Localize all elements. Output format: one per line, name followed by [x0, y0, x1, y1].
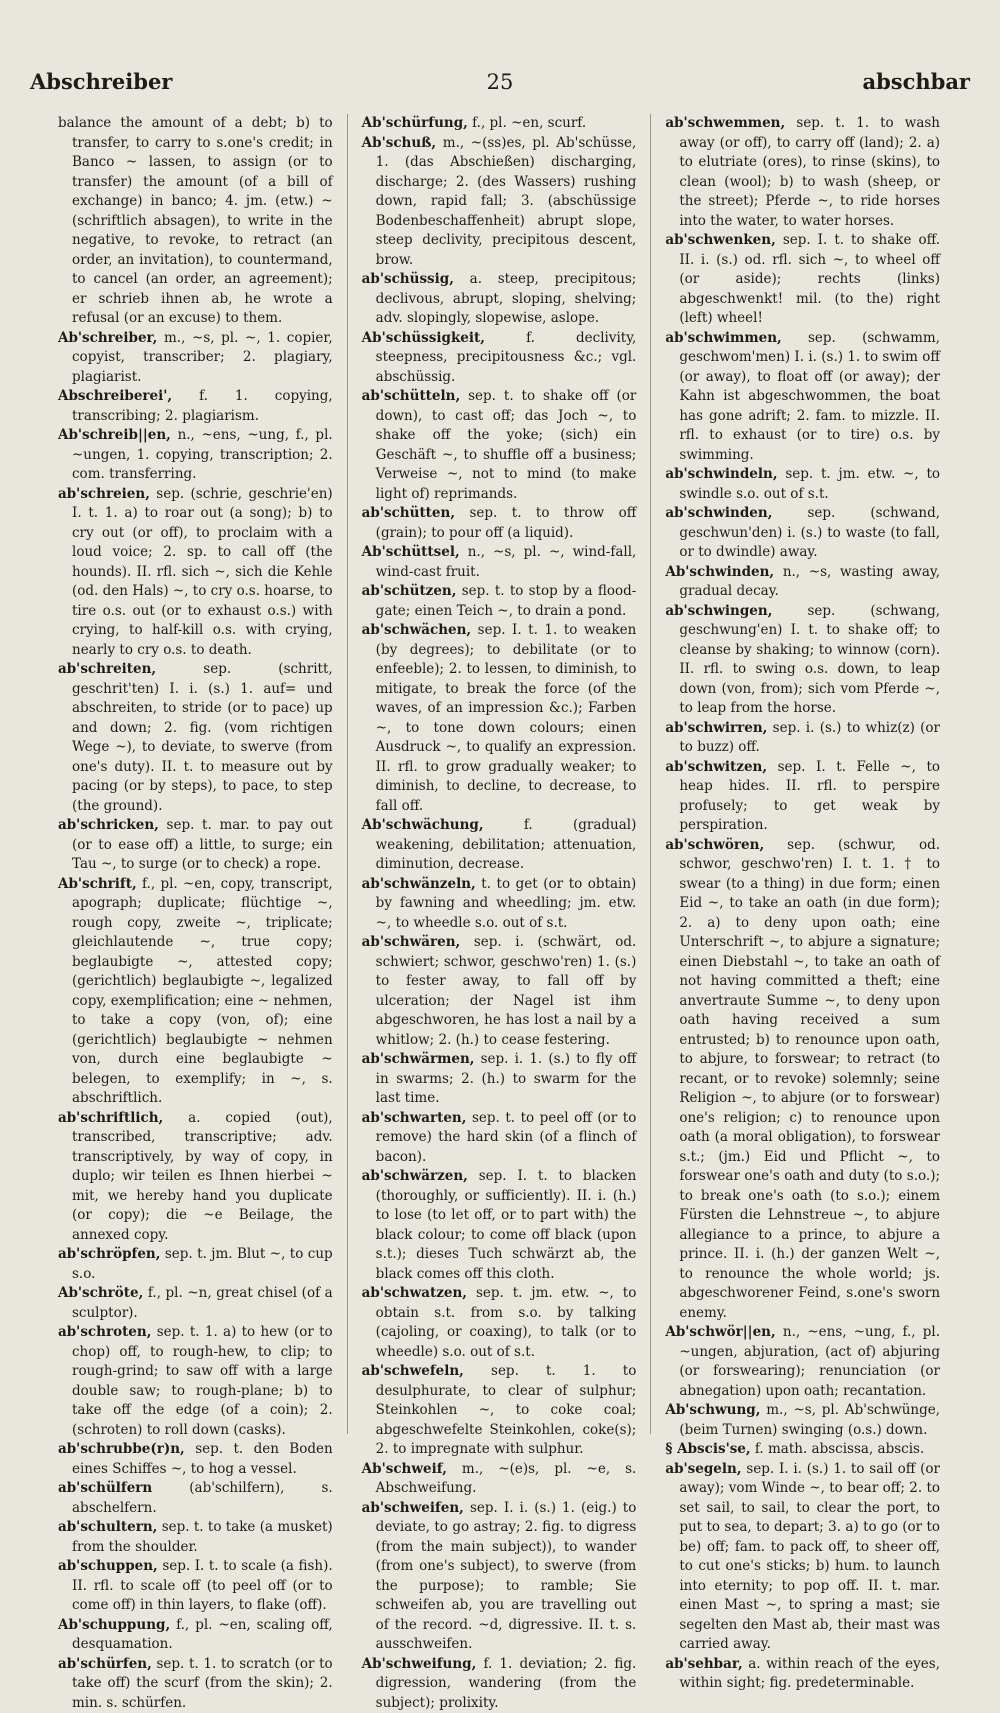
- dictionary-entry: [58, 1616, 333, 1655]
- dictionary-entry: [58, 875, 333, 1109]
- definition-text: f., pl. ~en, scurf.: [472, 115, 586, 131]
- headword: § Abscis'se,: [665, 1441, 750, 1457]
- headword: ab'schütteln,: [362, 388, 460, 404]
- definition-text: m., ~s, pl. Ab'schwünge, (beim Turnen) swinging (o.s.) down.: [679, 1402, 940, 1438]
- dictionary-entry: [362, 1050, 637, 1109]
- dictionary-entry: [665, 1401, 940, 1440]
- definition-text: n., ~s, wasting away, gradual decay.: [679, 564, 940, 600]
- definition-text: n., ~ens, ~ung, f., pl. ~ungen, 1. copying, transcription; 2. com. transferring.: [72, 427, 333, 482]
- definition-text: sep. t. to stop by a flood-gate; einen Teich ~, to drain a pond.: [376, 583, 637, 619]
- headword: Ab'schweifung,: [362, 1656, 477, 1672]
- dictionary-entry: [665, 1323, 940, 1401]
- definition-text: sep. (schwur, od. schwor, geschwo'ren) I. t. 1. † to swear (to a thing) in due form; einen Eid ~, to take an oath (in due form); 2. a) to deny upon oath; eine Unterschrift ~, to abjure a signature; einen Diebstahl ~, to take an oath of not having committed a theft; eine anvertraute Summe ~, to deny upon oath having received a sum entrusted; b) to renounce upon oath, to abjure, to forswear; to retract (to recant, or to revoke) solemnly; seine Religion ~, to abjure (or to forswear) one's religion; c) to renounce upon oath (a moral obligation), to forswear s.t.; (jm.) Eid und Pflicht ~, to forswear one's oath and duty (to s.o.); to break one's oath (to s.o.); einem Fürsten die Lehnstreue ~, to abjure allegiance to a prince, to abjure a prince. II. i. (h.) der ganzen Welt ~, to renounce the whole world; js. abgeschworener Feind, s.one's sworn enemy.: [679, 837, 940, 1321]
- headword: ab'schwören,: [665, 837, 764, 853]
- headword: Ab'schwör||en,: [665, 1324, 775, 1340]
- headword: ab'schwimmen,: [665, 330, 781, 346]
- headword: ab'schwären,: [362, 934, 461, 950]
- headword: Ab'schrift,: [58, 876, 137, 892]
- definition-text: sep. (schwang, geschwung'en) I. t. to shake off; to cleanse by shaking; to winnow (corn). II. rfl. to swing o.s. down, to leap down (von, from); sich vom Pferde ~, to leap from the horse.: [679, 603, 940, 717]
- column-2: [362, 114, 637, 1434]
- definition-text: f. 1. deviation; 2. fig. digression, wandering (from the subject); prolixity.: [376, 1656, 637, 1711]
- definition-text: sep. (schrie, geschrie'en) I. t. 1. a) to roar out (a song); b) to cry out (or off), to proclaim with a loud voice; 2. sp. to call off (the hounds). II. rfl. sich ~, sich die Kehle (od. den Hals) ~, to cry o.s. hoarse, to tire o.s. out (or to exhaust o.s.) with crying, to half-kill o.s. with crying, nearly to cry o.s. to death.: [72, 486, 333, 658]
- dictionary-entry: [362, 387, 637, 504]
- definition-text: sep. t. 1. a) to hew (or to chop) off, to rough-hew, to clip; to rough-grind; to saw off with a large double saw; to rough-plane; b) to take off the edge (of a coin); 2. (schroten) to roll down (casks).: [72, 1324, 333, 1438]
- definition-text: sep. t. 1. to desulphurate, to clear of sulphur; Steinkohlen ~, to coke coal; abgeschwefelte Steinkohlen, coke(s); 2. to impregnate with sulphur.: [376, 1363, 637, 1457]
- headword: ab'schröpfen,: [58, 1246, 160, 1262]
- definition-text: balance the amount of a debt; b) to transfer, to carry to s.one's credit; in Banco ~ lassen, to assign (or to transfer) the amount (of a bill of exchange) in banco; 4. jm. (etw.) ~ (schriftlich absagen), to write in the negative, to revoke, to retract (an order, an invitation), to countermand, to cancel (an order, an agreement); er schrieb ihnen ab, he wrote a refusal (or an excuse) to them.: [58, 115, 333, 326]
- headword: Ab'schüttsel,: [362, 544, 460, 560]
- definition-text: sep. t. jm. etw. ~, to swindle s.o. out of s.t.: [679, 466, 940, 502]
- dictionary-entry: [362, 816, 637, 875]
- definition-text: sep. t. den Boden eines Schiffes ~, to hog a vessel.: [72, 1441, 333, 1477]
- dictionary-entry: [58, 1655, 333, 1713]
- definition-text: sep. t. to throw off (grain); to pour off (a liquid).: [376, 505, 637, 541]
- text-columns: [58, 114, 940, 1434]
- dictionary-entry: [58, 426, 333, 485]
- definition-text: sep. I. t. to blacken (thoroughly, or sufficiently). II. i. (h.) to lose (to let off, or to part with) the black colour; to come off black (upon s.t.); dieses Tuch schwärzt ab, the black comes off this cloth.: [376, 1168, 637, 1282]
- dictionary-entry: [58, 1245, 333, 1284]
- column-divider: [650, 114, 651, 1434]
- dictionary-entry: [362, 543, 637, 582]
- definition-text: m., ~s, pl. ~, 1. copier, copyist, transcriber; 2. plagiary, plagiarist.: [72, 330, 333, 385]
- dictionary-entry: [362, 329, 637, 388]
- definition-text: sep. t. to shake off (or down), to cast off; das Joch ~, to shake off the yoke; (sich) ein Geschäft ~, to shuffle off a business; Verweise ~, not to mind (to make light of) reprimands.: [376, 388, 637, 502]
- headword: ab'schreien,: [58, 486, 150, 502]
- definition-text: sep. I. t. to scale (a fish). II. rfl. to scale off (to peel off (or to come off) in thin layers, to flake (off).: [72, 1558, 333, 1613]
- definition-text: sep. I. i. (s.) 1. to sail off (or away); vom Winde ~, to bear off; 2. to set sail, to sail, to clear the port, to put to sea, to depart; 3. a) to go (or to be) off; fam. to pack off, to sheer off, to cut one's sticks; b) hum. to launch into eternity; to pop off. II. t. mar. einen Mast ~, to spring a mast; sie segelten den Mast ab, their mast was carried away.: [679, 1461, 940, 1653]
- headword: ab'schwarten,: [362, 1110, 467, 1126]
- definition-text: f., pl. ~en, copy, transcript, apograph; duplicate; flüchtige ~, rough copy, zweite ~, triplicate; gleichlautende ~, true copy; beglaubigte ~, attested copy; (gerichtlich) beglaubigte ~, legalized copy, exemplification; eine ~ nehmen, to take a copy (von, of); eine (gerichtlich) beglaubigte ~ nehmen von, durch eine beglaubigte ~ belegen, to exemplify; in ~, s. abschriftlich.: [72, 876, 333, 1107]
- headword: ab'schuppen,: [58, 1558, 158, 1574]
- headword: ab'schwindeln,: [665, 466, 777, 482]
- definition-text: sep. t. to peel off (or to remove) the hard skin (of a flinch of bacon).: [376, 1110, 637, 1165]
- definition-text: n., ~s, pl. ~, wind-fall, wind-cast fruit.: [376, 544, 637, 580]
- dictionary-entry: [58, 1440, 333, 1479]
- headword: ab'schwinden,: [665, 505, 772, 521]
- headword: ab'schwemmen,: [665, 115, 785, 131]
- dictionary-entry: [362, 1167, 637, 1284]
- definition-text: f. 1. copying, transcribing; 2. plagiarism.: [72, 388, 333, 424]
- definition-text: f., pl. ~n, great chisel (of a sculptor).: [72, 1285, 333, 1321]
- headword: Ab'schwung,: [665, 1402, 760, 1418]
- headword: ab'schricken,: [58, 817, 159, 833]
- headword: Ab'schreib||en,: [58, 427, 171, 443]
- definition-text: t. to get (or to obtain) by fawning and wheedling; jm. etw. ~, to wheedle s.o. out of s.t.: [376, 876, 637, 931]
- dictionary-entry: [665, 504, 940, 563]
- definition-text: sep. t. to take (a musket) from the shoulder.: [72, 1519, 333, 1555]
- dictionary-entry: [362, 270, 637, 329]
- running-head-left: Abschreiber: [30, 62, 172, 102]
- dictionary-entry: [58, 1518, 333, 1557]
- headword: ab'schürfen,: [58, 1656, 152, 1672]
- definition-text: n., ~ens, ~ung, f., pl. ~ungen, abjuration, (act of) abjuring (or forswearing); renunciation (or abnegation) upon oath; recantation.: [679, 1324, 940, 1399]
- definition-text: sep. I. t. to shake off. II. i. (s.) od. rfl. sich ~, to wheel off (or aside); rechts (links) abgeschwenkt! mil. (to the) right (left) wheel!: [679, 232, 940, 326]
- running-head-right: abschbar: [862, 62, 970, 102]
- dictionary-entry: [362, 1499, 637, 1655]
- definition-text: sep. (schritt, geschrit'ten) I. i. (s.) 1. auf= und abschreiten, to stride (or to pace) up and down; 2. fig. (vom richtigen Wege ~), to deviate, to swerve (from one's duty). II. t. to measure out by pacing (or by steps), to pace, to step (the ground).: [72, 661, 333, 814]
- definition-text: a. steep, precipitous; declivous, abrupt, sloping, shelving; adv. slopingly, slopewise, aslope.: [376, 271, 637, 326]
- headword: Ab'schweif,: [362, 1461, 447, 1477]
- dictionary-entry: [665, 836, 940, 1324]
- headword: ab'schwenken,: [665, 232, 775, 248]
- dictionary-entry: [58, 816, 333, 875]
- definition-text: sep. t. jm. Blut ~, to cup s.o.: [72, 1246, 333, 1282]
- definition-text: f. math. abscissa, abscis.: [755, 1441, 924, 1457]
- headword: Ab'schröte,: [58, 1285, 143, 1301]
- dictionary-entry: [58, 1323, 333, 1440]
- definition-text: sep. I. t. 1. to weaken (by degrees); to debilitate (or to enfeeble); 2. to lessen, to diminish, to mitigate, to break the force (of the waves, of an impression &c.); Farben ~, to tone down colours; einen Ausdruck ~, to qualify an expression. II. rfl. to grow gradually weaker; to diminish, to decline, to decrease, to fall off.: [376, 622, 637, 814]
- dictionary-entry: [362, 1655, 637, 1713]
- dictionary-entry: [58, 1109, 333, 1246]
- definition-text: f., pl. ~en, scaling off, desquamation.: [72, 1617, 333, 1653]
- column-1: [58, 114, 333, 1434]
- dictionary-entry: [362, 134, 637, 271]
- definition-text: sep. t. jm. etw. ~, to obtain s.t. from s.o. by talking (cajoling, or coaxing), to talk (or to wheedle) s.o. out of s.t.: [376, 1285, 637, 1360]
- dictionary-entry: [58, 387, 333, 426]
- dictionary-entry: [58, 1284, 333, 1323]
- headword: ab'segeln,: [665, 1461, 741, 1477]
- definition-text: sep. t. 1. to wash away (or off), to carry off (land); 2. a) to elutriate (ores), to rinse (skins), to clean (wool); b) to wash (sheep, or the street); Pferde ~, to ride horses into the water, to water horses.: [679, 115, 940, 229]
- headword: ab'sehbar,: [665, 1656, 742, 1672]
- headword: Ab'schuppung,: [58, 1617, 170, 1633]
- column-divider: [347, 114, 348, 1434]
- headword: Ab'schwinden,: [665, 564, 774, 580]
- headword: ab'schwefeln,: [362, 1363, 464, 1379]
- dictionary-entry: [665, 465, 940, 504]
- dictionary-entry: [362, 1284, 637, 1362]
- headword: Ab'schüssigkeit,: [362, 330, 485, 346]
- definition-text: f. (gradual) weakening, debilitation; attenuation, diminution, decrease.: [376, 817, 637, 872]
- definition-text: sep. i. 1. (s.) to fly off in swarms; 2. (h.) to swarm for the last time.: [376, 1051, 637, 1106]
- definition-text: sep. t. mar. to pay out (or to ease off) a little, to surge; ein Tau ~, to surge (or to check) a rope.: [72, 817, 333, 872]
- definition-text: sep. (schwamm, geschwom'men) I. i. (s.) 1. to swim off (or away), to float off (or away); der Kahn ist abgeschwommen, the boat has gone adrift; 2. fam. to mizzle. II. rfl. to exhaust (or to tire) o.s. by swimming.: [679, 330, 940, 463]
- headword: Ab'schwächung,: [362, 817, 484, 833]
- dictionary-entry: [665, 1655, 940, 1694]
- definition-text: a. within reach of the eyes, within sight; fig. predeterminable.: [679, 1656, 940, 1692]
- dictionary-entry: [58, 660, 333, 816]
- definition-text: sep. t. 1. to scratch (or to take off) the scurf (from the skin); 2. min. s. schürfen.: [72, 1656, 333, 1711]
- dictionary-entry: [362, 504, 637, 543]
- dictionary-entry: [362, 114, 637, 134]
- definition-text: sep. i. (schwärt, od. schwiert; schwor, geschwo'ren) 1. (s.) to fester away, to fall off by ulceration; der Nagel ist ihm abgeschworen, he has lost a nail by a whitlow; 2. (h.) to cease festering.: [376, 934, 637, 1048]
- headword: ab'schwächen,: [362, 622, 471, 638]
- definition-text: m., ~(e)s, pl. ~e, s. Abschweifung.: [376, 1461, 637, 1497]
- page-header: [30, 62, 970, 102]
- headword: ab'schüssig,: [362, 271, 454, 287]
- headword: ab'schwitzen,: [665, 759, 767, 775]
- dictionary-entry: [665, 758, 940, 836]
- headword: ab'schütten,: [362, 505, 455, 521]
- dictionary-entry: [665, 231, 940, 329]
- dictionary-entry: [58, 485, 333, 661]
- headword: ab'schroten,: [58, 1324, 151, 1340]
- dictionary-entry: [362, 875, 637, 934]
- dictionary-entry: [665, 329, 940, 466]
- dictionary-entry: [58, 114, 333, 329]
- headword: ab'schwärzen,: [362, 1168, 468, 1184]
- headword: ab'schreiten,: [58, 661, 156, 677]
- dictionary-entry: [58, 329, 333, 388]
- column-3: [665, 114, 940, 1434]
- definition-text: sep. (schwand, geschwun'den) i. (s.) to waste (to fall, or to dwindle) away.: [679, 505, 940, 560]
- headword: ab'schwingen,: [665, 603, 772, 619]
- dictionary-entry: [362, 621, 637, 816]
- definition-text: (ab'schilfern), s. abschelfern.: [72, 1480, 333, 1516]
- headword: Ab'schreiber,: [58, 330, 157, 346]
- dictionary-entry: [362, 933, 637, 1050]
- definition-text: a. copied (out), transcribed, transcriptive; adv. transcriptively, by way of copy, in duplo; wir teilen es Ihnen hierbei ~ mit, we hereby hand you duplicate (or copy); die ~e Beilage, the annexed copy.: [72, 1110, 333, 1243]
- headword: ab'schultern,: [58, 1519, 157, 1535]
- dictionary-entry: [665, 719, 940, 758]
- headword: ab'schwatzen,: [362, 1285, 467, 1301]
- dictionary-entry: [362, 582, 637, 621]
- dictionary-entry: [58, 1557, 333, 1616]
- dictionary-entry: [665, 563, 940, 602]
- dictionary-entry: [362, 1460, 637, 1499]
- dictionary-entry: [362, 1109, 637, 1168]
- definition-text: sep. I. i. (s.) 1. (eig.) to deviate, to go astray; 2. fig. to digress (from the main subject)), to wander (from one's subject), to swerve (from the purpose); to ramble; Sie schweifen ab, you are travelling out of the record. ~d, digressive. II. t. s. ausschweifen.: [376, 1500, 637, 1653]
- dictionary-entry: [58, 1479, 333, 1518]
- headword: Ab'schuß,: [362, 135, 436, 151]
- headword: ab'schützen,: [362, 583, 457, 599]
- headword: ab'schülfern: [58, 1480, 152, 1496]
- headword: ab'schrubbe(r)n,: [58, 1441, 185, 1457]
- definition-text: m., ~(ss)es, pl. Ab'schüsse, 1. (das Abschießen) discharging, discharge; 2. (des Wassers) rushing down, rapid fall; 3. (abschüssige Bodenbeschaffenheit) abrupt slope, steep declivity, precipitous descent, brow.: [376, 135, 637, 268]
- headword: Abschreiberei',: [58, 388, 172, 404]
- headword: ab'schriftlich,: [58, 1110, 163, 1126]
- dictionary-entry: [665, 1440, 940, 1460]
- definition-text: f. declivity, steepness, precipitousness &c.; vgl. abschüssig.: [376, 330, 637, 385]
- dictionary-entry: [665, 1460, 940, 1655]
- dictionary-entry: [665, 114, 940, 231]
- definition-text: sep. i. (s.) to whiz(z) (or to buzz) off.: [679, 720, 940, 756]
- headword: Ab'schürfung,: [362, 115, 468, 131]
- headword: ab'schwirren,: [665, 720, 767, 736]
- page-number: 25: [30, 62, 970, 102]
- headword: ab'schwärmen,: [362, 1051, 475, 1067]
- dictionary-entry: [362, 1362, 637, 1460]
- definition-text: sep. I. t. Felle ~, to heap hides. II. rfl. to perspire profusely; to get weak by perspiration.: [679, 759, 940, 834]
- headword: ab'schwänzeln,: [362, 876, 476, 892]
- headword: ab'schweifen,: [362, 1500, 464, 1516]
- dictionary-entry: [665, 602, 940, 719]
